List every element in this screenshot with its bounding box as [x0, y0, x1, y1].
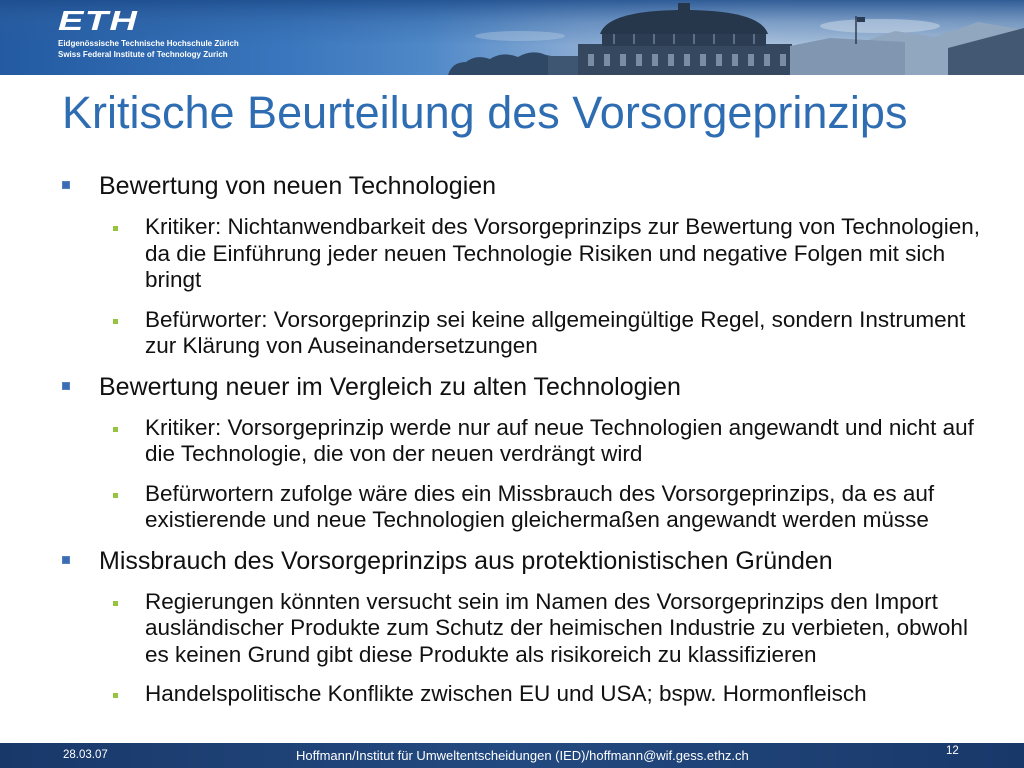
bullet-text: Bewertung von neuen Technologien [99, 172, 497, 200]
small-square-bullet-icon [113, 226, 118, 231]
sub-bullet-text-line: ausländischer Produkte zum Schutz der heimischen Industrie zu verbieten, obwohl [145, 615, 968, 640]
sub-bullet-text-line: die Technologie, die von der neuen verdrängt wird [145, 441, 643, 466]
window [716, 54, 722, 66]
side-building [790, 38, 905, 75]
bullet-text: Missbrauch des Vorsorgeprinzips aus protektionistischen Gründen [99, 546, 833, 575]
institution-name-english: Swiss Federal Institute of Technology Zurich [58, 50, 228, 59]
window [780, 54, 786, 66]
square-bullet-icon [62, 181, 70, 189]
window [732, 54, 738, 66]
bullet-list [0, 172, 1024, 708]
footer-date: 28.03.07 [63, 749, 108, 761]
sub-bullet-item [0, 307, 1024, 360]
bullet-item [0, 373, 1024, 402]
sub-bullet-text-line: zur Klärung von Auseinandersetzungen [145, 333, 538, 358]
square-bullet-icon [62, 382, 70, 390]
window [684, 54, 690, 66]
small-square-bullet-icon [113, 493, 118, 498]
sub-bullet-text-line: existierende und neue Technologien gleichermaßen angewandt werden müsse [145, 507, 929, 532]
footer-author: Hoffmann/Institut für Umweltentscheidungen (IED)/hoffmann@wif.gess.ethz.ch [296, 748, 749, 763]
window [764, 54, 770, 66]
sub-bullet-text-line: Befürworter: Vorsorgeprinzip sei keine allgemeingültige Regel, sondern Instrument [145, 306, 966, 332]
small-square-bullet-icon [113, 319, 118, 324]
window [604, 54, 610, 66]
cloud [820, 19, 940, 33]
window [748, 54, 754, 66]
bullet-item [0, 547, 1024, 576]
window [636, 54, 642, 66]
slide-title: Kritische Beurteilung des Vorsorgeprinzips [62, 87, 908, 138]
window [652, 54, 658, 66]
sub-bullet-item [0, 214, 1024, 294]
sub-bullet-text-line: Befürwortern zufolge wäre dies ein Missbrauch des Vorsorgeprinzips, da es auf [145, 480, 935, 506]
small-square-bullet-icon [113, 693, 118, 698]
footer-bar [0, 743, 1024, 768]
header-banner [0, 0, 1024, 75]
bullet-item [0, 172, 1024, 201]
window [668, 54, 674, 66]
sub-bullet-text-line: Kritiker: Vorsorgeprinzip werde nur auf neue Technologien angewandt und nicht auf [145, 414, 974, 440]
sub-bullet-text-line: es keinen Grund gibt diese Produkte als risikoreich zu klassifizieren [145, 641, 817, 667]
window [700, 54, 706, 66]
small-square-bullet-icon [113, 601, 118, 606]
bullet-text: Bewertung neuer im Vergleich zu alten Technologien [99, 372, 681, 401]
sub-bullet-item [0, 589, 1024, 669]
flag [857, 17, 865, 22]
sub-bullet-text-line: Kritiker: Nichtanwendbarkeit des Vorsorgeprinzips zur Bewertung von Technologien, [145, 214, 981, 239]
header-photo [0, 0, 1024, 75]
sub-bullet-item [0, 415, 1024, 468]
sub-bullet-item [0, 481, 1024, 534]
eth-logo-wordmark: ETH [58, 5, 139, 36]
sub-bullet-text-line: da die Einführung jeder neuen Technologie Risiken und negative Folgen mit sich [145, 240, 946, 266]
sub-bullet-item [0, 681, 1024, 708]
cloud [475, 31, 565, 41]
sub-bullet-text-line: Handelspolitische Konflikte zwischen EU und USA; bspw. Hormonfleisch [145, 681, 867, 706]
sub-bullet-text-line: bringt [145, 267, 202, 292]
institution-name-german: Eidgenössische Technische Hochschule Zürich [58, 39, 239, 48]
page-number: 12 [946, 745, 959, 757]
dome-lantern [678, 3, 690, 12]
window [588, 54, 594, 66]
small-square-bullet-icon [113, 427, 118, 432]
window [620, 54, 626, 66]
square-bullet-icon [62, 556, 70, 564]
building-drum [602, 32, 766, 46]
sub-bullet-text-line: Regierungen könnten versucht sein im Namen des Vorsorgeprinzips den Import [145, 588, 938, 614]
